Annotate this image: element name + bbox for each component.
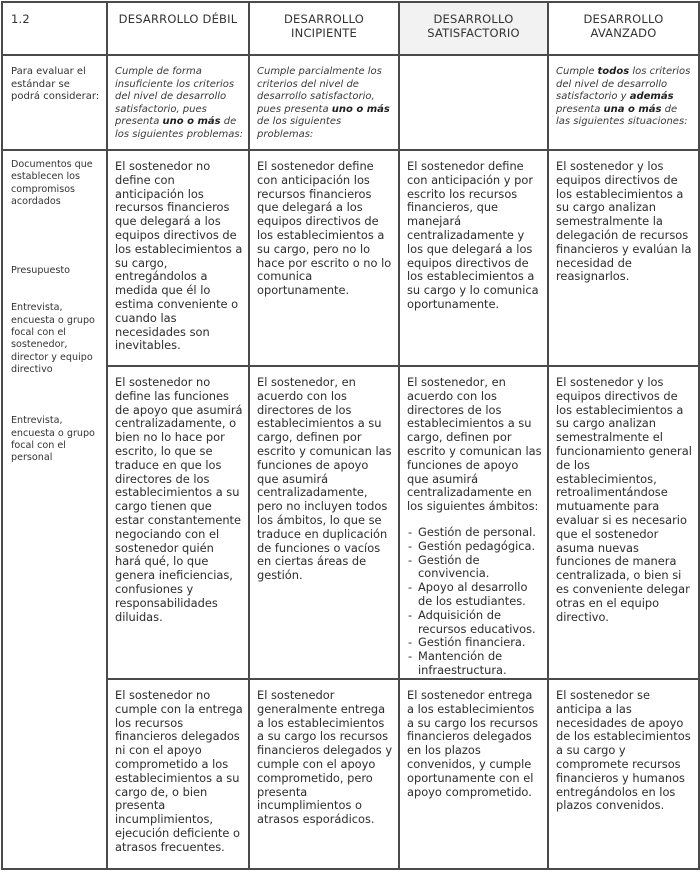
dash-bullet-icon: - xyxy=(408,607,413,622)
criterion-text: El sostenedor generalmente entrega a los establecimientos a su cargo los recursos financieros delegados y cumple con el apoyo comprometido, pero presenta incumplimientos o atrasos esporádicos. xyxy=(257,688,393,827)
criteria-row-1 xyxy=(2,150,699,366)
list-item xyxy=(407,650,542,678)
header-desarrollo-debil: DESARROLLO DÉBIL xyxy=(118,12,238,26)
intro-avanzado-text xyxy=(549,56,698,129)
criterion-text: El sostenedor entrega a los establecimientos a su cargo los recursos financieros delegados en los plazos convenidos, y cumple oportunamente con el apoyo comprometido. xyxy=(407,688,539,799)
list-item-text: Apoyo al desarrollo de los estudiantes. xyxy=(418,580,528,608)
intro-debil-text xyxy=(108,56,248,141)
standard-number: 1.2 xyxy=(11,12,30,26)
cell-satisfactorio xyxy=(399,679,548,869)
header-desarrollo-incipiente: DESARROLLO INCIPIENTE xyxy=(284,12,364,40)
list-item-text: Adquisición de recursos educativos. xyxy=(418,607,536,636)
cell-incipiente xyxy=(249,679,399,869)
source-item: Entrevista, encuesta o grupo focal con el sostenedor, director y equipo directivo xyxy=(11,302,95,375)
list-item-text: Gestión pedagógica. xyxy=(418,538,536,553)
intro-incipiente-cell xyxy=(249,55,399,150)
intro-incipiente-bold: uno o más xyxy=(331,103,390,115)
header-cell-standard-number xyxy=(2,2,107,55)
criteria-row-2 xyxy=(2,366,699,679)
list-item xyxy=(407,636,542,650)
intro-debil-bold: uno o más xyxy=(162,116,221,127)
intro-avanzado-cell xyxy=(548,55,699,150)
evaluation-sources-label: Para evaluar el estándar se podrá considerar: xyxy=(11,66,100,102)
evaluation-sources-cell xyxy=(2,150,107,869)
criterion-text: El sostenedor no define con anticipación los recursos financieros que delegará a los equipos directivos de los establecimientos a su cargo, entregándolos a medida que él lo estima conveniente o cuando las necesidades son inevitables. xyxy=(115,159,243,353)
cell-debil xyxy=(107,679,249,869)
cell-avanzado xyxy=(548,366,699,679)
rubric-table xyxy=(1,1,700,870)
intro-incipiente-post: de los siguientes problemas: xyxy=(257,116,342,140)
source-item: Documentos que establecen los compromisos acordados xyxy=(11,159,93,207)
criterion-text: El sostenedor y los equipos directivos de los establecimientos a su cargo analizan semestralmente el funcionamiento general de los establecimientos, retroalimentándose mutuamente para evaluar si es necesario que el sostenedor asuma nuevas funciones de manera centralizada, o bien si es conveniente delegar otras en el equipo directivo. xyxy=(556,375,692,624)
intro-avanzado-bold-una-o-mas: una o más xyxy=(603,103,662,115)
cell-satisfactorio xyxy=(399,366,548,679)
list-item-text: Gestión financiera. xyxy=(418,635,526,650)
intro-avanzado-bold-todos: todos xyxy=(597,66,630,77)
criterion-text: El sostenedor no define las funciones de apoyo que asumirá centralizadamente, o bien no lo hace por escrito, lo que se traduce en que los directores de los establecimientos a su cargo tienen que estar constantemente negociando con el sostenedor quién hará qué, lo que genera ineficiencias, confusiones y responsabilidades diluidas. xyxy=(115,375,243,624)
criterion-block xyxy=(400,367,547,678)
header-desarrollo-satisfactorio: DESARROLLO SATISFACTORIO xyxy=(427,12,520,40)
list-item-text: Gestión de convivencia. xyxy=(418,552,490,581)
evaluation-sources-list xyxy=(3,151,106,464)
header-row xyxy=(2,2,699,55)
intro-avanzado-mid1: los criterios del nivel de desarrollo satisfactorio y xyxy=(556,66,691,102)
intro-label-cell xyxy=(2,55,107,150)
intro-satisfactorio-cell xyxy=(399,55,548,150)
intro-satisfactorio-text xyxy=(400,56,547,66)
dash-bullet-icon: - xyxy=(408,552,413,567)
intro-avanzado-bold-ademas: además xyxy=(629,91,674,102)
list-item xyxy=(407,581,542,609)
header-cell-debil xyxy=(107,2,249,55)
intro-avanzado-post: de las siguientes situaciones: xyxy=(556,103,688,127)
criterion-text: El sostenedor, en acuerdo con los directores de los establecimientos a su cargo, definen por escrito y comunican las funciones de apoyo que asumirá centralizadamente, pero no incluyen todos los ámbitos, lo que se traduce en duplicación de funciones o vacíos en ciertas áreas de gestión. xyxy=(257,375,392,583)
criteria-row-3 xyxy=(2,679,699,869)
criterion-text: El sostenedor define con anticipación los recursos financieros que delegará a los equipos directivos de los establecimientos a su cargo, pero no lo hace por escrito o no lo comunica oportunamente. xyxy=(257,159,392,298)
intro-debil-cell xyxy=(107,55,249,150)
criterion-text: El sostenedor se anticipa a las necesidades de apoyo de los establecimientos a su cargo y compromete recursos financieros y humanos entregándolos en los plazos convenidos. xyxy=(556,688,691,813)
intro-incipiente-pre: Cumple parcialmente los criterios del nivel de desarrollo satisfactorio, pues presenta xyxy=(257,66,382,115)
list-item xyxy=(407,554,542,582)
dash-bullet-icon: - xyxy=(408,635,413,650)
criterion-text: El sostenedor no cumple con la entrega los recursos financieros delegados ni con el apoyo comprometido a los establecimientos a su cargo de, o bien presenta incumplimientos, ejecución deficiente o atrasos frecuentes. xyxy=(115,688,243,854)
criterion-text: El sostenedor, en acuerdo con los directores de los establecimientos a su cargo, definen por escrito y comunican las funciones de apoyo que asumirá centralizadamente en los siguientes ámbitos: xyxy=(407,375,542,514)
cell-incipiente xyxy=(249,150,399,366)
cell-debil xyxy=(107,366,249,679)
intro-row xyxy=(2,55,699,150)
source-item: Entrevista, encuesta o grupo focal con el personal xyxy=(11,415,95,464)
header-desarrollo-avanzado: DESARROLLO AVANZADO xyxy=(583,12,664,40)
cell-debil xyxy=(107,150,249,366)
dash-bullet-icon: - xyxy=(408,524,413,539)
criterion-text: El sostenedor y los equipos directivos de los establecimientos a su cargo analizan semestralmente la delegación de recursos financieros y evalúan la necesidad de reasignarlos. xyxy=(556,159,692,284)
cell-incipiente xyxy=(249,366,399,679)
list-item xyxy=(407,609,542,637)
dash-bullet-icon: - xyxy=(408,580,413,595)
list-item xyxy=(407,540,542,554)
criterion-text: El sostenedor define con anticipación y por escrito los recursos financieros, que manejará centralizadamente y los que delegará a los equipos directivos de los establecimientos a su cargo y lo comunica oportunamente. xyxy=(407,159,539,311)
intro-avanzado-mid2: presenta xyxy=(556,103,604,115)
list-item-text: Mantención de infraestructura. xyxy=(418,649,507,677)
list-item-text: Gestión de personal. xyxy=(418,524,536,539)
intro-incipiente-text xyxy=(250,56,398,141)
dash-bullet-icon: - xyxy=(408,538,413,553)
dash-bullet-icon: - xyxy=(408,649,413,664)
intro-avanzado-pre: Cumple xyxy=(556,66,598,77)
header-cell-incipiente xyxy=(249,2,399,55)
cell-avanzado xyxy=(548,150,699,366)
ambitos-list xyxy=(407,526,542,678)
cell-avanzado xyxy=(548,679,699,869)
cell-satisfactorio xyxy=(399,150,548,366)
intro-debil-pre: Cumple de forma insuficiente los criterios del nivel de desarrollo satisfactorio, pues presenta xyxy=(115,66,235,127)
source-item: Presupuesto xyxy=(11,265,71,277)
header-cell-avanzado xyxy=(548,2,699,55)
intro-debil-post: de los siguientes problemas: xyxy=(115,116,243,140)
header-cell-satisfactorio xyxy=(399,2,548,55)
list-item xyxy=(407,526,542,540)
